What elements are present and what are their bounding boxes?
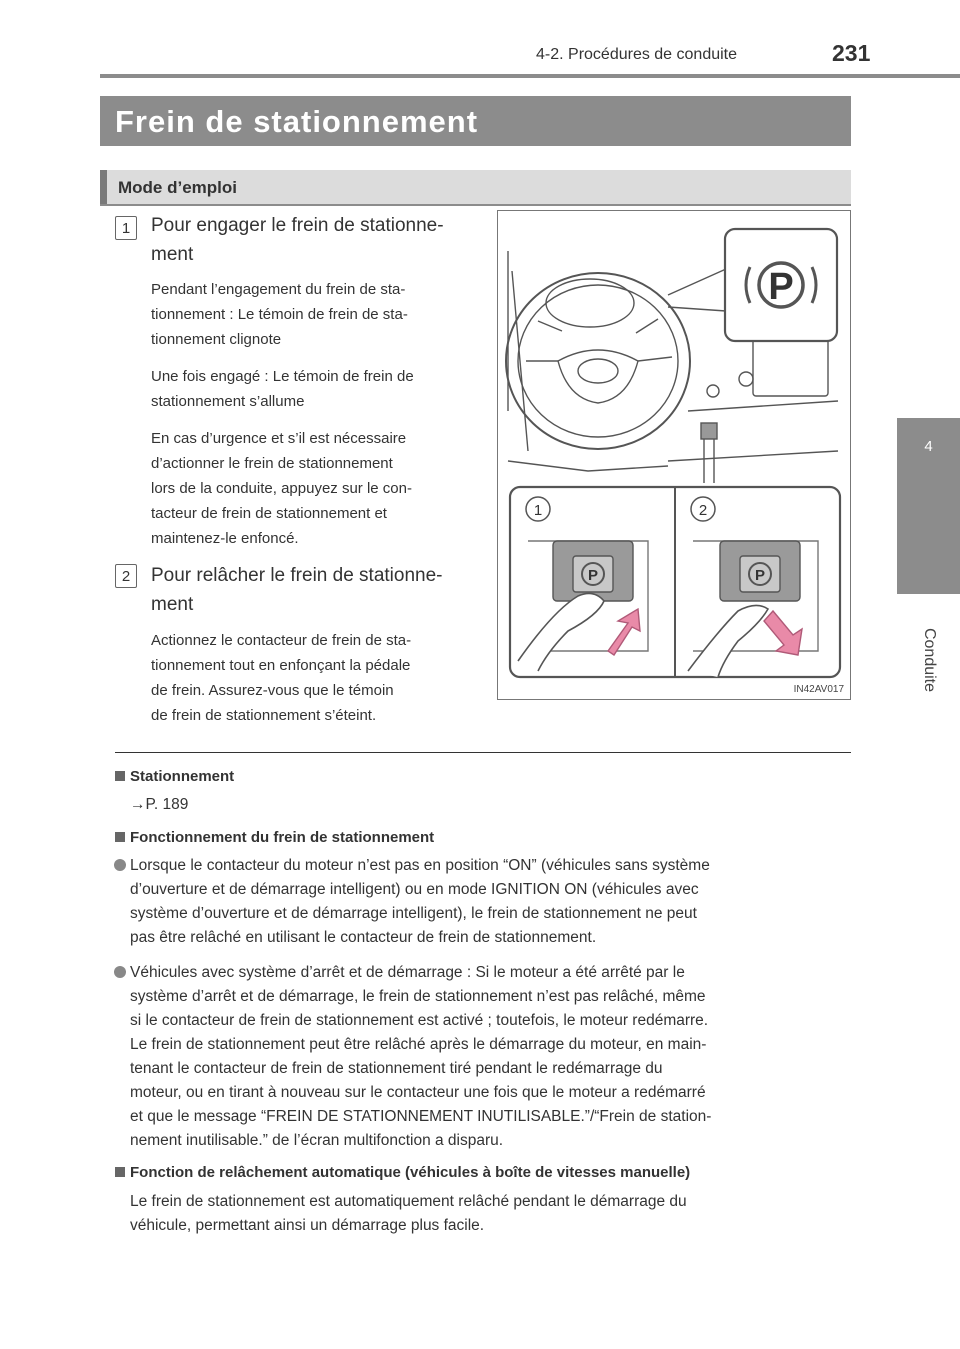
text-line: d’ouverture et de démarrage intelligent) ou en mode IGNITION ON (véhicules avec xyxy=(130,881,699,898)
p-symbol-right: P xyxy=(754,567,766,584)
step-1-heading-line: Pour engager le frein de stationne- xyxy=(151,215,444,236)
step-2-heading-line: Pour relâcher le frein de stationne- xyxy=(151,565,443,586)
note-relachement-heading xyxy=(115,1164,690,1181)
text-line: Véhicules avec système d’arrêt et de démarrage : Si le moteur a été arrêté par le xyxy=(130,964,685,981)
text-line: tionnement clignote xyxy=(151,331,282,348)
title-bar xyxy=(100,96,851,146)
text-line: pas être relâché en utilisant le contacteur de frein de stationnement. xyxy=(130,929,597,946)
page-title: Frein de stationnement xyxy=(115,104,479,139)
step-2-number: 2 xyxy=(115,564,137,588)
text-line: tionnement tout en enfonçant la pédale xyxy=(151,657,411,674)
p-symbol-left: P xyxy=(587,567,599,584)
section-divider xyxy=(115,752,851,753)
note-heading-text: Fonctionnement du frein de stationnement xyxy=(130,829,435,846)
text-line: système d’ouverture et de démarrage intelligent), le frein de stationnement ne peut xyxy=(130,905,697,922)
text-line: tacteur de frein de stationnement et xyxy=(151,505,387,522)
round-bullet-icon xyxy=(114,966,126,978)
parking-brake-illustration xyxy=(497,210,851,700)
bullet-item xyxy=(114,854,852,950)
text-line: Actionnez le contacteur de frein de sta- xyxy=(151,632,412,649)
step-2-heading-line: ment xyxy=(151,594,194,615)
text-line: Le frein de stationnement peut être relâché après le démarrage du moteur, en main- xyxy=(130,1036,707,1053)
step-1-paragraph-1 xyxy=(151,277,479,352)
note-heading-text: Fonction de relâchement automatique (véhicules à boîte de vitesses manuelle) xyxy=(130,1164,691,1181)
subtitle: Mode d’emploi xyxy=(118,178,237,197)
text-line: maintenez-le enfoncé. xyxy=(151,530,299,547)
subtitle-bar xyxy=(100,170,851,206)
step-2-paragraph-1 xyxy=(151,628,479,728)
note-fonctionnement-heading xyxy=(115,829,434,846)
header-rule xyxy=(100,74,960,78)
page-number: 231 xyxy=(832,40,871,66)
step-1-paragraph-2 xyxy=(151,364,479,414)
text-line: système d’arrêt et de démarrage, le frein de stationnement n’est pas relâché, même xyxy=(130,988,706,1005)
step-1-heading-line: ment xyxy=(151,244,194,265)
chapter-number: 4 xyxy=(924,438,933,455)
text-line: tenant le contacteur de frein de stationnement tiré pendant le redémarrage du xyxy=(130,1060,663,1077)
callout-2: 2 xyxy=(698,502,708,519)
text-line: et que le message “FREIN DE STATIONNEMENT INUTILISABLE.”/“Frein de station- xyxy=(130,1108,712,1125)
text-line: moteur, ou en tirant à nouveau sur le contacteur une fois que le moteur a redémarré xyxy=(130,1084,706,1101)
text-line: En cas d’urgence et s’il est nécessaire xyxy=(151,430,407,447)
square-bullet-icon xyxy=(115,771,125,781)
bullet-item xyxy=(114,961,852,1153)
text-line: Lorsque le contacteur du moteur n’est pas en position “ON” (véhicules sans système xyxy=(130,857,710,874)
callout-1: 1 xyxy=(533,502,543,519)
square-bullet-icon xyxy=(115,832,125,842)
note-relachement-body xyxy=(130,1190,852,1238)
note-stationnement-heading xyxy=(115,768,234,785)
step-1-paragraph-3 xyxy=(151,426,479,551)
text-line: tionnement : Le témoin de frein de sta- xyxy=(151,306,408,323)
text-line: nement inutilisable.” de l’écran multifonction a disparu. xyxy=(130,1132,504,1149)
text-line: Pendant l’engagement du frein de sta- xyxy=(151,281,406,298)
note-heading-text: Stationnement xyxy=(130,768,235,785)
subtitle-underline xyxy=(100,204,851,206)
text-line: si le contacteur de frein de stationnement est activé ; toutefois, le moteur redémarre. xyxy=(130,1012,709,1029)
subtitle-accent xyxy=(100,170,107,206)
text-line: Le frein de stationnement est automatiquement relâché pendant le démarrage du xyxy=(130,1193,687,1210)
illustration-drawing xyxy=(498,211,850,699)
step-1-heading xyxy=(151,211,481,269)
step-2-heading xyxy=(151,561,481,619)
square-bullet-icon xyxy=(115,1167,125,1177)
text-line: véhicule, permettant ainsi un démarrage plus facile. xyxy=(130,1217,485,1234)
text-line: d’actionner le frein de stationnement xyxy=(151,455,393,472)
page-reference-link[interactable]: →P. 189 xyxy=(130,796,189,813)
text-line: lors de la conduite, appuyez sur le con- xyxy=(151,480,412,497)
p-symbol-large: P xyxy=(768,266,794,308)
text-line: stationnement s’allume xyxy=(151,393,305,410)
chapter-label xyxy=(897,600,960,720)
figure-code: IN42AV017 xyxy=(793,684,844,695)
chapter-tab xyxy=(897,418,960,594)
text-line: de frein. Assurez-vous que le témoin xyxy=(151,682,394,699)
step-1-number: 1 xyxy=(115,216,137,240)
text-line: de frein de stationnement s’éteint. xyxy=(151,707,377,724)
text-line: Une fois engagé : Le témoin de frein de xyxy=(151,368,414,385)
section-title: 4-2. Procédures de conduite xyxy=(536,46,738,63)
chapter-label-text: Conduite xyxy=(920,627,938,693)
round-bullet-icon xyxy=(114,859,126,871)
